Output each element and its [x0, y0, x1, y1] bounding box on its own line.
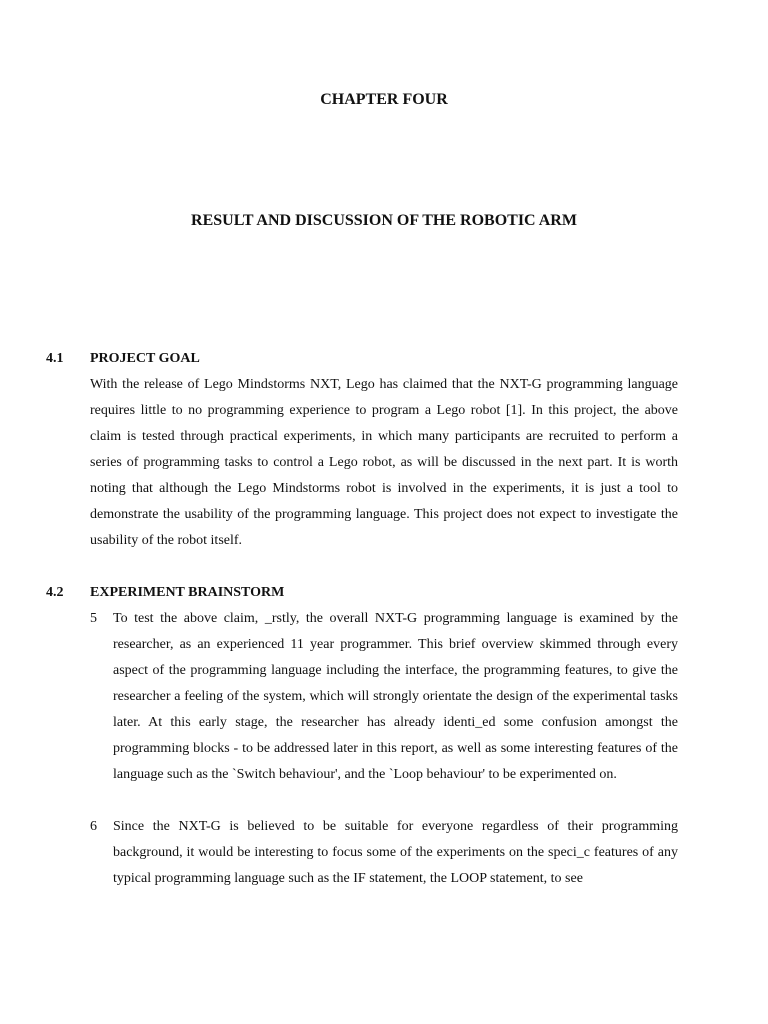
section-number: 4.2: [46, 585, 64, 600]
list-item-number: 5: [90, 611, 97, 626]
section-title: EXPERIMENT BRAINSTORM: [90, 585, 285, 600]
list-item-number: 6: [90, 819, 97, 834]
list-item: [90, 606, 678, 788]
list-item-text: To test the above claim, _rstly, the overall NXT-G programming language is examined by the researcher, as an experienced 11 year programmer. This brief overview skimmed through every aspect of the programming language including the interface, the programming features, to give the researcher a feeling of the system, which will strongly orientate the design of the experimental tasks later. At this early stage, the researcher has already identi_ed some confusion amongst the programming blocks - to be addressed later in this report, as well as some interesting features of the language such as the `Switch behaviour', and the `Loop behaviour' to be experimented on.: [113, 611, 678, 782]
chapter-title: CHAPTER FOUR: [320, 91, 448, 108]
chapter-subtitle: RESULT AND DISCUSSION OF THE ROBOTIC ARM: [191, 212, 577, 229]
section-heading-4-2: [46, 584, 284, 602]
list-item: [90, 814, 678, 892]
section-number: 4.1: [46, 351, 64, 366]
section-title: PROJECT GOAL: [90, 351, 200, 366]
project-goal-paragraph: With the release of Lego Mindstorms NXT, Lego has claimed that the NXT-G programming language requires little to no programming experience to program a Lego robot [1]. In this project, the above claim is tested through practical experiments, in which many participants are recruited to perform a series of programming tasks to control a Lego robot, as will be discussed in the next part. It is worth noting that although the Lego Mindstorms robot is involved in the experiments, it is just a tool to demonstrate the usability of the programming language. This project does not expect to investigate the usability of the robot itself.: [90, 377, 678, 548]
section-heading-4-1: [46, 350, 200, 368]
list-item-text: Since the NXT-G is believed to be suitable for everyone regardless of their programming background, it would be interesting to focus some of the experiments on the speci_c features of any typical programming language such as the IF statement, the LOOP statement, to see: [113, 819, 678, 886]
